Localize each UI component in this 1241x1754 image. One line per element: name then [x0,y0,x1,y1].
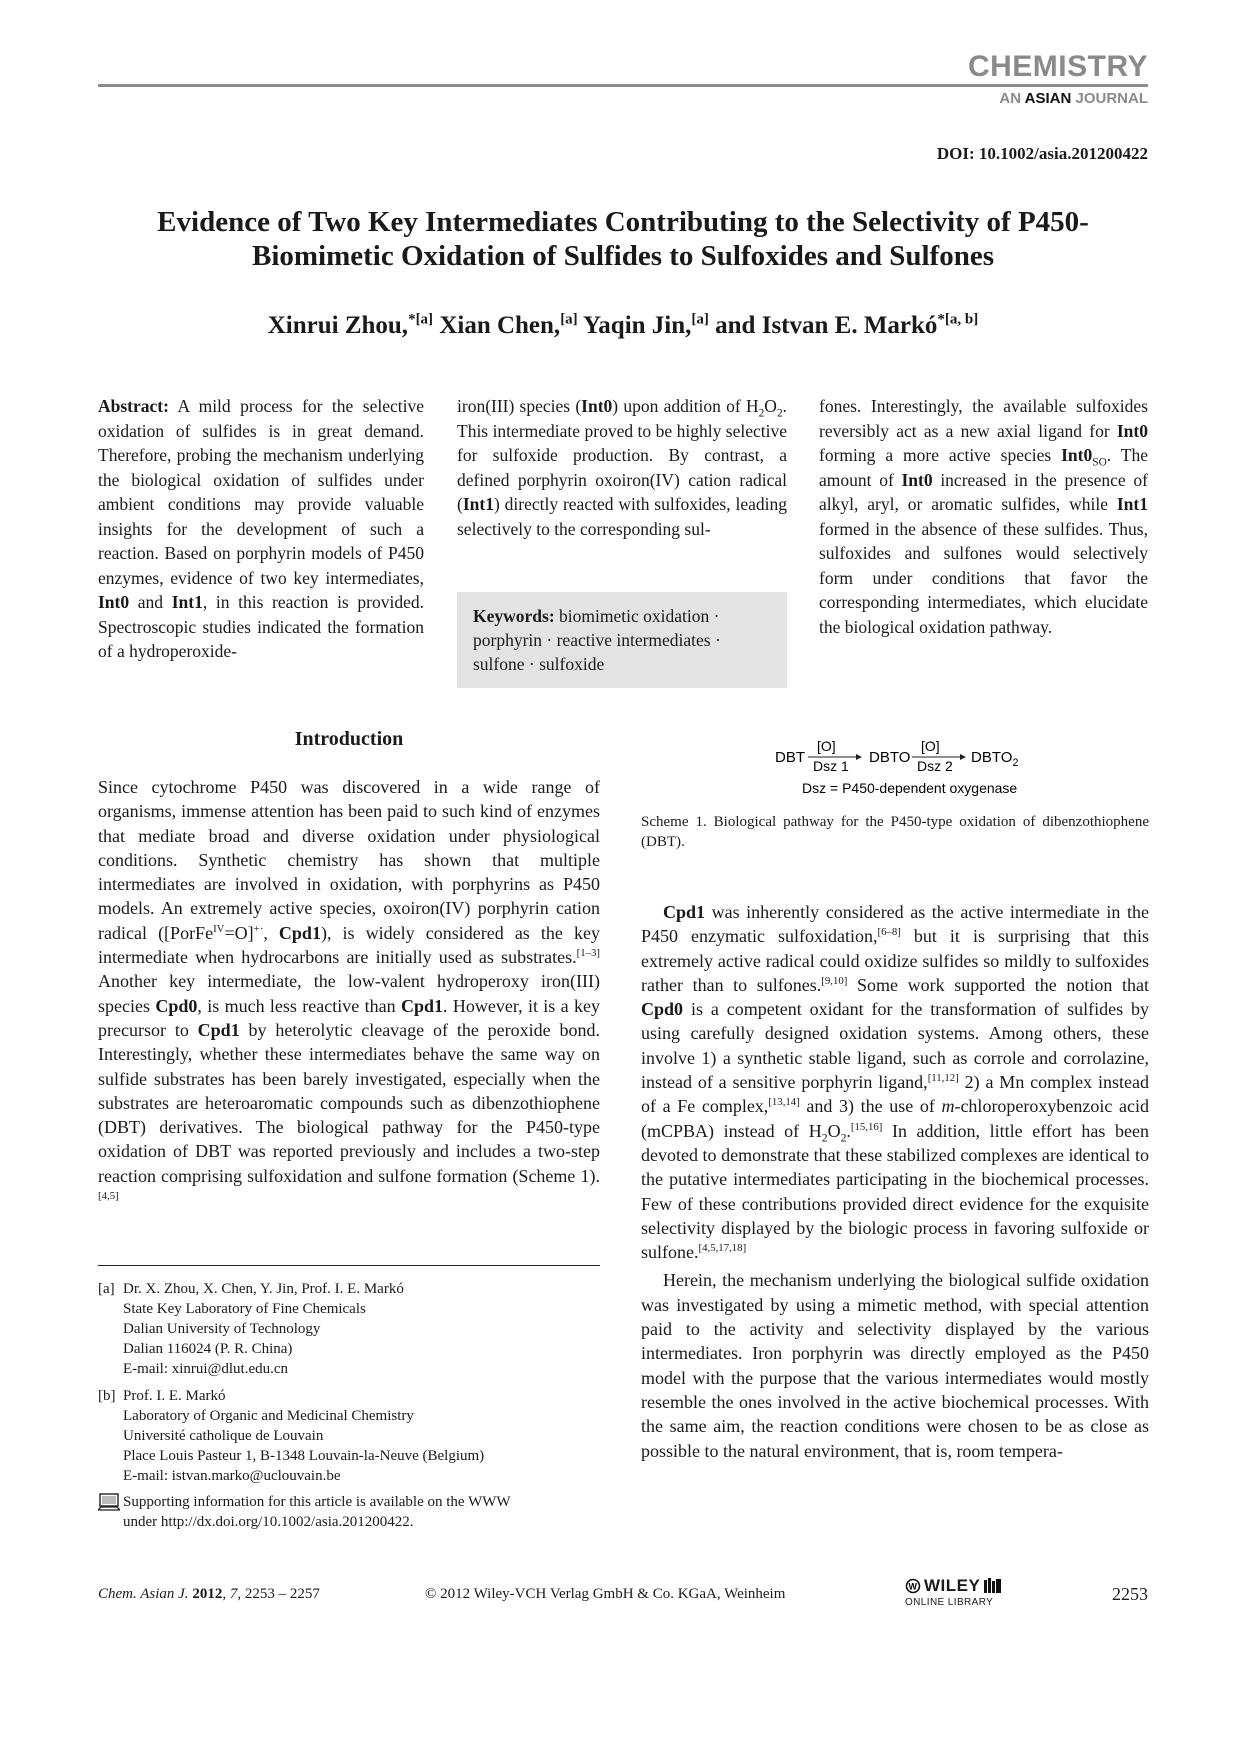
abstract-column-1: Abstract: A mild process for the selective oxidation of sulfides is in great demand. Therefore, probing the mechanism underlying the biological oxidation of sulfides under ambient conditions may provide valuable insights for the development of such a reaction. Based on porphyrin models of P450 enzymes, evidence of two key intermediates, Int0 and Int1, in this reaction is provided. Spectroscopic studies indicated the formation of a hydroperoxide- [98,396,424,661]
citation-footer: Chem. Asian J. 2012, 7, 2253 – 2257 [98,1586,320,1602]
scheme-arrowhead-1 [856,754,862,760]
scheme-dbt: DBT [775,749,805,766]
scheme-legend: Dsz = P450-dependent oxygenase [802,780,1018,796]
journal-subtitle: AN ASIAN JOURNAL [999,90,1148,107]
author: and Istvan E. Markó$^{*[a, b]}$ [715,311,979,339]
copyright: © 2012 Wiley-VCH Verlag GmbH & Co. KGaA, Weinheim [425,1586,786,1602]
supporting-information-note: Supporting information for this article is available on the WWW under http://dx.doi.org/10.1002/asia.201200422. [98,1492,600,1532]
author-list [98,310,1148,342]
keywords-box: Keywords: biomimetic oxidation · porphyrin · reactive intermediates · sulfone · sulfoxide [457,592,787,688]
doi: DOI: 10.1002/asia.201200422 [936,144,1148,163]
article-title: Evidence of Two Key Intermediates Contributing to the Selectivity of P450- Biomimetic Oxidation of Sulfides to Sulfoxides and Sulfones [157,206,1089,272]
svg-text:W: W [908,1581,917,1592]
scheme-enzyme-1: Dsz 1 [813,758,849,774]
scheme-1-diagram [770,738,1020,800]
scheme-dbto: DBTO [869,749,911,766]
affiliation-b: [b] Prof. I. E. Markó Laboratory of Organic and Medicinal Chemistry Université catholique de Louvain Place Louis Pasteur 1, B-1348 Louvain-la-Neuve (Belgium) E-mail: istvan.marko@uclouvain.be [98,1388,485,1484]
author: Xian Chen,[a] [439,311,578,339]
scheme-enzyme-2: Dsz 2 [917,758,953,774]
wiley-logo: W WILEY ONLINE LIBRARY [905,1576,1003,1608]
wiley-emblem-icon [905,1578,921,1594]
scheme-oxidant-2: [O] [921,738,940,754]
abstract-column-2: iron(III) species (Int0) upon addition of $H_2O_2$. This intermediate proved to be highly selective for sulfoxide production. By contrast, a defined porphyrin oxoiron(IV) cation radical (Int1) directly reacted with sulfoxides, leading selectively to the corresponding sul- [457,396,787,539]
page-number: 2253 [1112,1584,1148,1604]
journal-name: CHEMISTRY [967,50,1148,83]
library-books-icon [983,1578,1003,1594]
affiliation-a: [a] Dr. X. Zhou, X. Chen, Y. Jin, Prof. I. E. Markó State Key Laboratory of Fine Chemicals Dalian University of Technology Dalian 116024 (P. R. China) E-mail: xinrui@dlut.edu.cn [98,1281,404,1377]
scheme-1-caption: Scheme 1. Biological pathway for the P450-type oxidation of dibenzothiophene (DBT). [641,814,1149,850]
author: Yaqin Jin,[a] [583,311,709,339]
scheme-dbto2: $DBTO_2$ [971,749,1019,769]
scheme-arrowhead-2 [960,754,966,760]
scheme-oxidant-1: [O] [817,738,836,754]
body-text-right: Cpd1 was inherently considered as the active intermediate in the P450 enzymatic sulfoxidation,[6–8] but it is surprising that this extremely active radical could oxidize sulfides so mildly to sulfoxides rather than to sulfones.[9,10] Some work supported the notion that Cpd0 is a competent oxidant for the transformation of sulfides by using carefully designed oxidation systems. Among others, these involve 1) a synthetic stable ligand, such as corrole and corrolazine, instead of a sensitive porphyrin ligand,[11,12] 2) a Mn complex instead of a Fe complex,[13,14] and 3) the use of m-chloroperoxybenzoic acid (mCPBA) instead of $H_2O_2.[15,16]$ In addition, little effort has been devoted to demonstrate that these stabilized complexes are identical to the putative intermediates participating in the biochemical processes. Few of these contributions provided direct evidence for the exquisite selectivity displayed by the biologic process in favoring sulfoxide or sulfone.[4,5,17,18] Herein, the mechanism underlying the biological sulfide oxidation was investigated by using a mimetic method, with special attention paid to the activity and selectivity displayed by the various intermediates. Iron porphyrin was directly employed as the P450 model with the purpose that the various intermediates would mostly resemble the ones involved in the active biochemical processes. With the same aim, the reaction conditions were chosen to be as close as possible to the natural environment, that is, room tempera- [641,902,1149,1461]
abstract-column-3: fones. Interestingly, the available sulfoxides reversibly act as a new axial ligand for Int0 forming a more active species $Int0_{SO}$. The amount of Int0 increased in the presence of alkyl, aryl, or aromatic sulfides, while Int1 formed in the absence of these sulfides. Thus, sulfoxides and sulfones would selectively form under conditions that favor the corresponding intermediates, which elucidate the biological oxidation pathway. [819,396,1148,637]
section-heading-introduction: Introduction [294,728,404,750]
introduction-text: Since cytochrome P450 was discovered in a wide range of organisms, immense attention has been paid to such kind of enzymes that mediate broad and diverse oxidation under physiological conditions. Synthetic chemistry has shown that multiple intermediates are involved in oxidation, with porphyrins as P450 models. An extremely active species, oxoiron(IV) porphyrin cation radical ([PorFe$^{IV}$=O]+·, Cpd1), is widely considered as the key intermediate when hydrocarbons are initially used as substrates.[1–3] Another key intermediate, the low-valent hydroperoxy iron(III) species Cpd0, is much less reactive than Cpd1. However, it is a key precursor to Cpd1 by heterolytic cleavage of the peroxide bond. Interestingly, whether these intermediates behave the same way on sulfide substrates has been barely investigated, especially when the substrates are heteroaromatic compounds such as dibenzothiophene (DBT) derivatives. The biological pathway for the P450-type oxidation of DBT was reported previously and includes a two-step reaction comprising sulfoxidation and sulfone formation (Scheme 1).[4,5] [98,777,601,1203]
author: Xinrui Zhou,$^{*[a]}$ [267,311,434,339]
computer-icon [98,1493,120,1511]
header-rule [98,84,1148,87]
footnote-rule [98,1265,600,1266]
